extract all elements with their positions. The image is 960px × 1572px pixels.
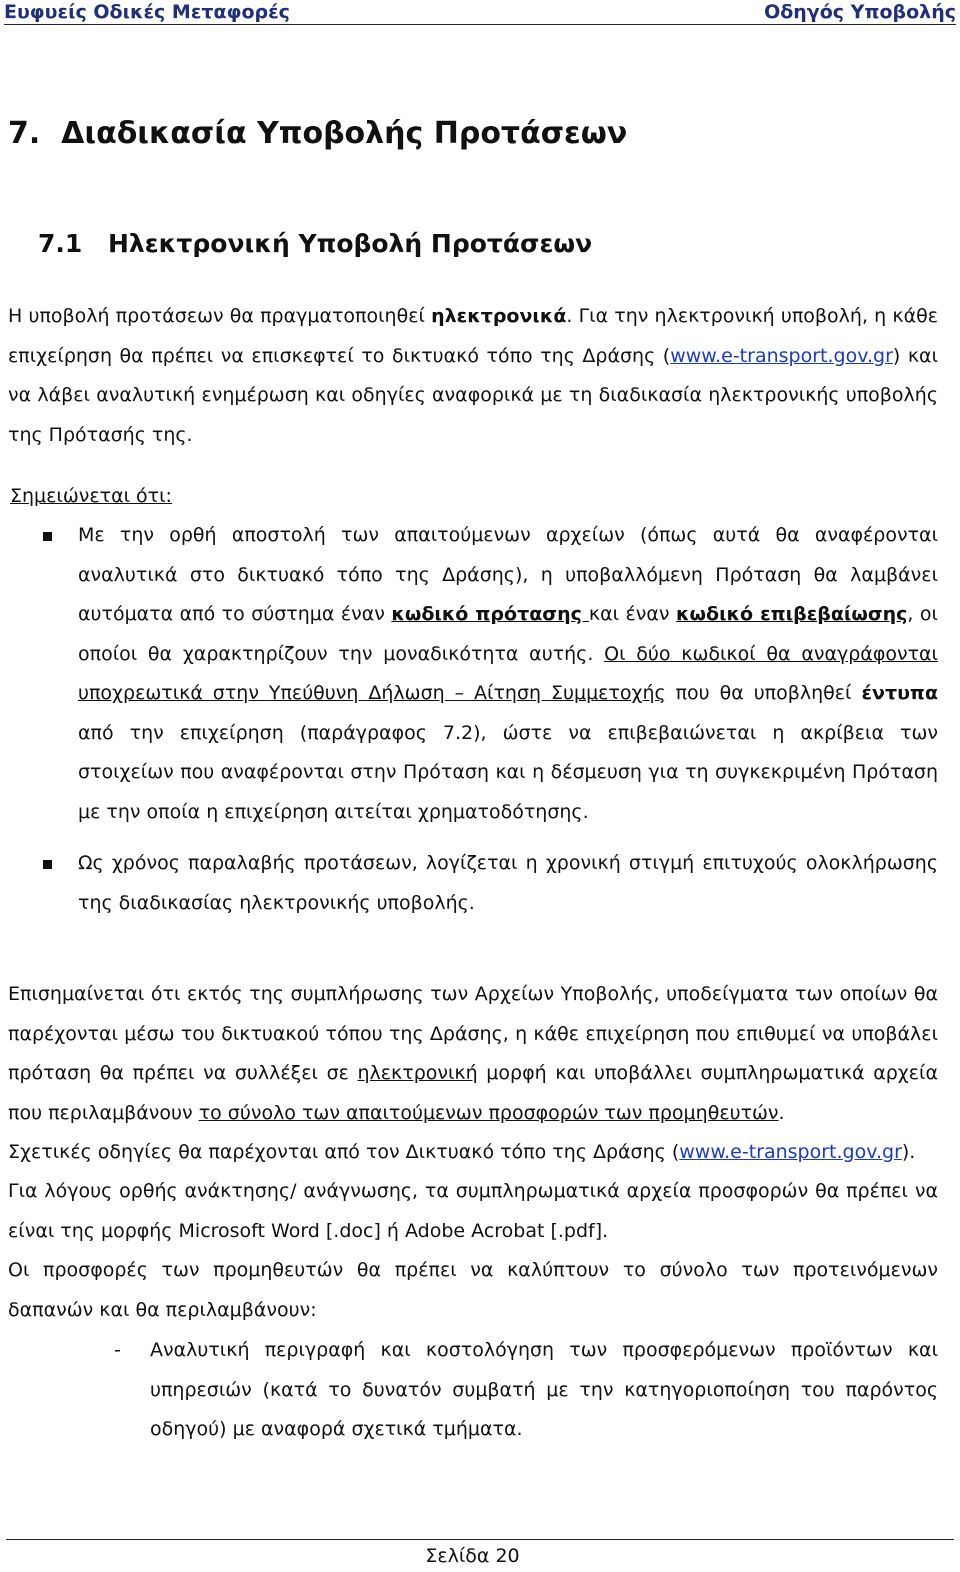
para2-underline-2: το σύνολο των απαιτούμενων προσφορών των προμηθευτών [198, 1101, 779, 1124]
para2-text-1: Επισημαίνεται ότι εκτός της συμπλήρωσης των Αρχείων Υποβολής, υποδείγματα των οποίων θα παρέχονται μέσω του δικτυακού τόπου της Δράσης, η κάθε επιχείρηση που επιθυμεί να υποβάλει πρόταση θα πρέπει να συλλέξει σε [8, 983, 938, 1084]
intro-link[interactable]: www.e-transport.gov.gr [670, 344, 893, 367]
bullet1-bold-2: κωδικό επιβεβαίωσης [676, 603, 908, 625]
para3-link[interactable]: www.e-transport.gov.gr [679, 1141, 902, 1163]
footer-rule [6, 1539, 954, 1540]
paragraph-offers: Οι προσφορές των προμηθευτών θα πρέπει να καλύπτουν το σύνολο των προτεινόμενων δαπανών και θα περιλαμβάνουν: [8, 1259, 938, 1321]
section-number: 7. [8, 116, 41, 151]
bullet1-underline: Οι δύο κωδικοί θα αναγράφονται υποχρεωτικά στην Υπεύθυνη Δήλωση – Αίτηση Συμμετοχής [78, 642, 938, 704]
note-label: Σημειώνεται ότι: [10, 485, 172, 507]
paragraph-instructions [8, 1133, 938, 1173]
para2-text-2: μορφή και υποβάλλει συμπληρωματικά αρχεία που περιλαμβάνουν [8, 1062, 938, 1124]
page-header [0, 0, 960, 26]
subsection-title: Ηλεκτρονική Υποβολή Προτάσεων [108, 229, 593, 258]
bullet-item-2: Ως χρόνος παραλαβής προτάσεων, λογίζεται η χρονική στιγμή επιτυχούς ολοκλήρωσης της διαδικασίας ηλεκτρονικής υποβολής. [78, 852, 938, 914]
bullet-item-1 [78, 516, 938, 832]
bullet-marker [43, 860, 52, 869]
bullet1-text-3: , οι οποίοι θα χαρακτηρίζουν την μοναδικότητα αυτής. [78, 603, 938, 665]
dash-list-item: Αναλυτική περιγραφή και κοστολόγηση των προσφερόμενων προϊόντων και υπηρεσιών (κατά το δυνατόν συμβατή με την κατηγοριοποίηση του παρόντος οδηγού) με αναφορά σχετικά τμήματα. [150, 1339, 938, 1440]
para2-text-3: . [778, 1101, 785, 1124]
bullet-marker [43, 532, 52, 541]
intro-bold: ηλεκτρονικά [431, 305, 567, 327]
intro-text-2: . Για την ηλεκτρονική υποβολή, η κάθε επιχείρηση θα πρέπει να επισκεφτεί το δικτυακό τόπο της Δράσης ( [8, 305, 938, 367]
bullet1-text-2: και έναν [588, 603, 677, 625]
paragraph-supplementary [8, 975, 938, 1133]
intro-paragraph [8, 297, 938, 455]
intro-text-3: ) και να λάβει αναλυτική ενημέρωση και οδηγίες αναφορικά με τη διαδικασία ηλεκτρονικής υποβολής της Πρότασής της. [8, 344, 938, 446]
para3-text-2: ). [901, 1141, 916, 1163]
subsection-number: 7.1 [38, 229, 83, 258]
section-title: Διαδικασία Υποβολής Προτάσεων [61, 116, 628, 151]
bullet1-text-5: από την επιχείρηση (παράγραφος 7.2), ώστε να επιβεβαιώνεται η ακρίβεια των στοιχείων που αναφέρονται στην Πρόταση και η δέσμευση για τη συγκεκριμένη Πρόταση με την οποία η επιχείρηση αιτείται χρηματοδότησης. [78, 721, 938, 823]
bullet1-bold-1: κωδικό πρότασης [391, 603, 589, 625]
header-rule [4, 24, 956, 25]
subsection-heading [38, 227, 592, 261]
para2-underline-1: ηλεκτρονική [357, 1062, 478, 1084]
paragraph-formats: Για λόγους ορθής ανάκτησης/ ανάγνωσης, τα συμπληρωματικά αρχεία προσφορών θα πρέπει να είναι της μορφής Microsoft Word [.doc] ή Adobe Acrobat [.pdf]. [8, 1180, 938, 1242]
para3-text-1: Σχετικές οδηγίες θα παρέχονται από τον Δικτυακό τόπο της Δράσης ( [8, 1141, 680, 1163]
bullet1-text-4: που θα υποβληθεί [665, 682, 862, 704]
header-left-title: Ευφυείς Οδικές Μεταφορές [4, 1, 290, 23]
header-right-title: Οδηγός Υποβολής [764, 1, 956, 23]
section-heading [8, 114, 627, 154]
page-number: Σελίδα 20 [425, 1545, 520, 1567]
bullet1-text-1: Με την ορθή αποστολή των απαιτούμενων αρχείων (όπως αυτά θα αναφέρονται αναλυτικά στο δικτυακό τόπο της Δράσης), η υποβαλλόμενη Πρόταση θα λαμβάνει αυτόματα από το σύστημα έναν [78, 524, 938, 625]
intro-text-1: Η υποβολή προτάσεων θα πραγματοποιηθεί [8, 305, 432, 327]
bullet1-bold-3: έντυπα [861, 682, 938, 704]
dash-marker: - [114, 1339, 121, 1361]
